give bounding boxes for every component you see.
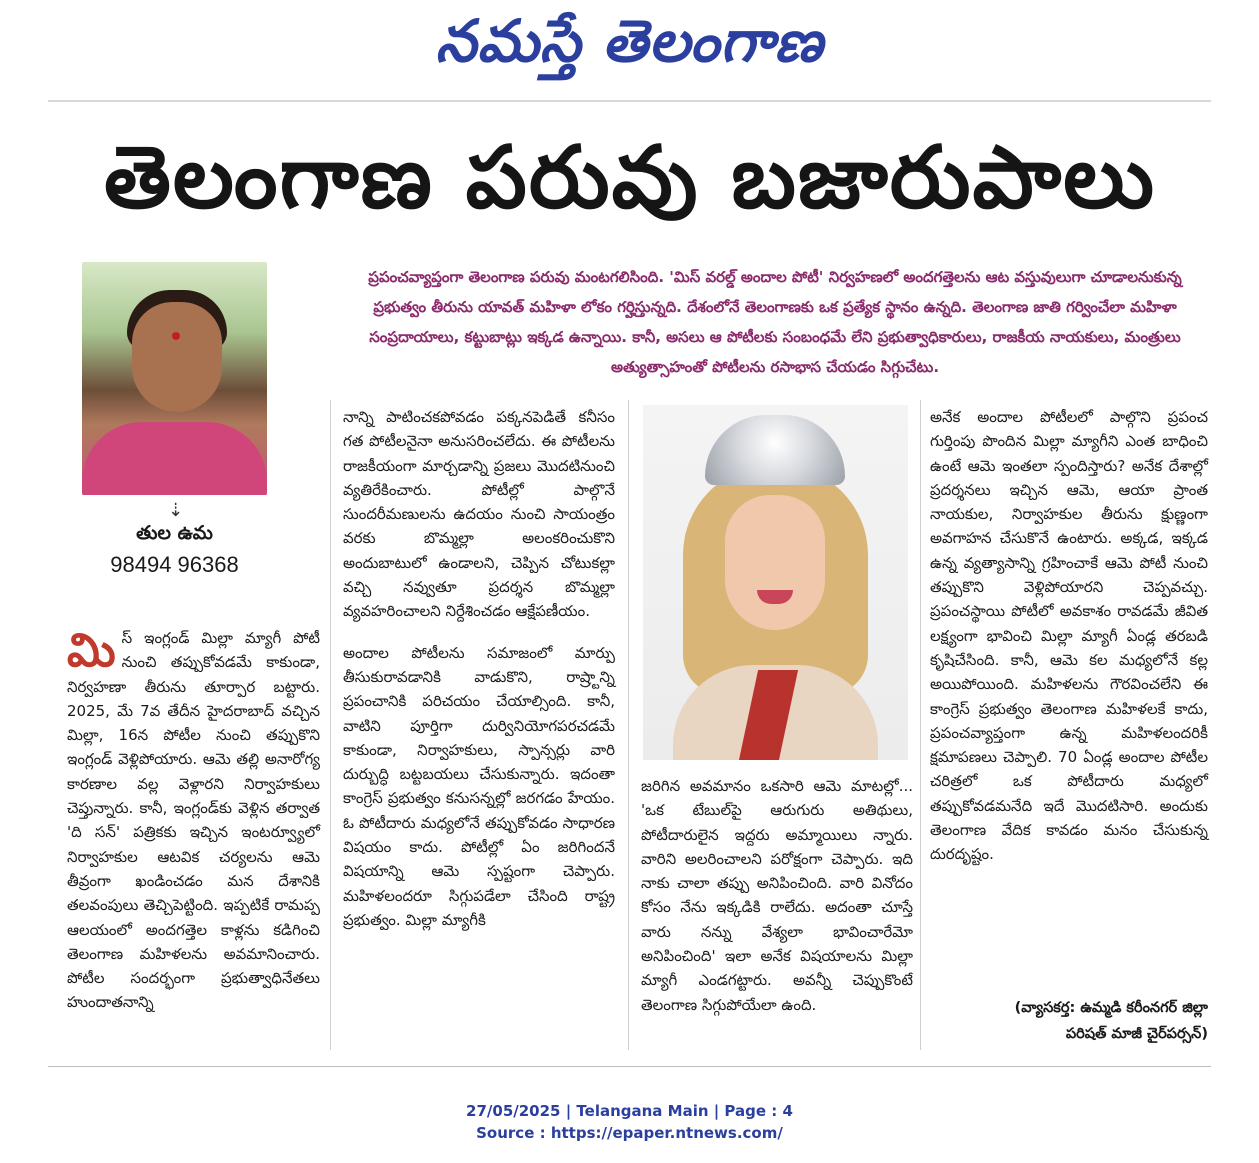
article-column-4 bbox=[930, 405, 1208, 884]
column-divider bbox=[628, 400, 629, 1050]
byline-line-2: పరిషత్ మాజీ చైర్‌పర్సన్) bbox=[1065, 1026, 1208, 1042]
article-column-1 bbox=[67, 623, 320, 1032]
article-column-2 bbox=[343, 405, 615, 949]
author-phone: 98494 96368 bbox=[110, 552, 239, 577]
paragraph: అనేక అందాల పోటీలలో పాల్గొని ప్రపంచ గుర్తింపు పొందిన మిల్లా మ్యాగీని ఎంత బాధించి ఉంటే ఆమె ఇంతలా స్పందిస్తారు? అనేక దేశాల్లో ప్రదర్శనలు ఇచ్చిన ఆమె, ఆయా ప్రాంత నాయకుల, నిర్వాహకుల తీరును క్షుణ్ణంగా అవగాహన చేసుకొనే ఉంటారు. అక్కడ, ఇక్కడ ఉన్న వ్యత్యాసాన్ని గ్రహించాకే ఆమె పోటీ నుంచి తప్పుకొని వెళ్లిపోయారని చెప్పవచ్చు. ప్రపంచస్థాయి పోటీలో అవకాశం రావడమే జీవిత లక్ష్యంగా భావించి మిల్లా మ్యాగీ ఏండ్ల తరబడి కృషిచేసింది. కానీ, ఆమె కల మధ్యలోనే కల్ల అయిపోయింది. మహిళలను గౌరవించలేని ఈ కాంగ్రెస్ ప్రభుత్వం తెలంగాణ మహిళలకే కాదు, ప్రపంచవ్యాప్తంగా ఉన్న మహిళలందరికీ క్షమాపణలు చెప్పాలి. 70 ఏండ్ల అందాల పోటీల చరిత్రలో ఒక పోటీదారు మధ్యలో తప్పుకోవడమనేది ఇదే మొదటిసారి. అందుకు తెలంగాణ వేదిక కావడం మనం చేసుకున్న దురదృష్టం. bbox=[930, 408, 1208, 864]
intro-paragraph: ప్రపంచవ్యాప్తంగా తెలంగాణ పరువు మంటగలిసింది. 'మిస్ వరల్డ్ అందాల పోటీ' నిర్వహణలో అందగత్తెలను ఆట వస్తువులుగా చూడాలనుకున్న ప్రభుత్వం తీరును యావత్ మహిళా లోకం గర్హిస్తున్నది. దేశంలోనే తెలంగాణకు ఒక ప్రత్యేక స్థానం ఉన్నది. తెలంగాణ జాతి గర్వించేలా మహిళా సంప్రదాయాలు, కట్టుబాట్లు ఇక్కడ ఉన్నాయి. కానీ, అసలు ఆ పోటీలకు సంబంధమే లేని ప్రభుత్వాధికారులు, రాజకీయ నాయకులు, మంత్రులు అత్యుత్సాహంతో పోటీలను రసాభాస చేయడం సిగ్గుచేటు. bbox=[368, 268, 1182, 376]
footer-source-link[interactable]: Source : https://epaper.ntnews.com/ bbox=[476, 1124, 783, 1142]
article-column-3 bbox=[641, 774, 913, 1034]
byline-line-1: (వ్యాసకర్త: ఉమ్మడి కరీంనగర్ జిల్లా bbox=[1014, 1000, 1208, 1016]
paragraph: స్ ఇంగ్లండ్ మిల్లా మ్యాగీ పోటీ నుంచి తప్పుకోవడమే కాకుండా, నిర్వహణా తీరును తూర్పార బట్టారు. 2025, మే 7వ తేదీన హైదరాబాద్ వచ్చిన మిల్లా, 16న పోటీల నుంచి తప్పుకొని ఇంగ్లండ్ వెళ్లిపోయారు. ఆమె తల్లి అనారోగ్య కారణాల వల్ల వెళ్లారని నిర్వాహకులు చెప్తున్నారు. కానీ, ఇంగ్లండ్‌కు వెళ్లిన తర్వాత 'ది సన్' పత్రికకు ఇచ్చిన ఇంటర్వ్యూలో నిర్వాహకుల ఆటవిక చర్యలను ఆమె తీవ్రంగా ఖండించడం మన దేశానికి తలవంపులు తెచ్చిపెట్టింది. ఇప్పటికే రామప్ప ఆలయంలో అందగత్తెల కాళ్లను కడిగించి తెలంగాణ మహిళలను అవమానించారు. పోటీల సందర్భంగా ప్రభుత్వాధినేతలు హుందాతనాన్ని bbox=[67, 629, 320, 1012]
headline: తెలంగాణ పరువు బజారుపాలు bbox=[104, 128, 1156, 228]
author-name: తుల ఉమ bbox=[136, 522, 213, 544]
paragraph: నాన్ని పాటించకపోవడం పక్కనపెడితే కనీసం గత పోటీలనైనా అనుసరించలేదు. ఈ పోటీలను రాజకీయంగా మార్చడాన్ని ప్రజలు మొదటినుంచి వ్యతిరేకించారు. పోటీల్లో పాల్గొనే సుందరీమణులను ఉదయం నుంచి సాయంత్రం వరకు బొమ్మల్లా అలంకరించుకొని అందుబాటులో ఉండాలని, చెప్పిన చోటుకల్లా వచ్చి నవ్వుతూ ప్రదర్శన బొమ్మల్లా వ్యవహరించాలని నిర్దేశించడం ఆక్షేపణీయం. bbox=[343, 408, 615, 621]
paragraph: అందాల పోటీలను సమాజంలో మార్పు తీసుకురావడానికి వాడుకొని, రాష్ర్టాన్ని ప్రపంచానికి పరిచయం చేయాల్సింది. కానీ, వాటిని పూర్తిగా దుర్వినియోగపరచడమే కాకుండా, నిర్వాహకులు, స్పాన్సర్లు వారి దుర్బుద్ధి బట్టబయలు చేసుకున్నారు. ఇదంతా కాంగ్రెస్ ప్రభుత్వం కనుసన్నల్లో జరగడం హేయం. ఓ పోటీదారు మధ్యలోనే తప్పుకోవడం సాధారణ విషయం కాదు. పోటీల్లో ఏం జరిగిందనే విషయాన్ని ఆమె స్పష్టంగా చెప్పారు. మహిళలందరూ సిగ్గుపడేలా చేసింది రాష్ట్ర ప్రభుత్వం. మిల్లా మ్యాగీకి bbox=[343, 643, 615, 929]
column-divider bbox=[330, 400, 331, 1050]
bottom-divider bbox=[48, 1066, 1211, 1067]
top-divider bbox=[48, 100, 1211, 102]
masthead-title: నమస్తే తెలంగాణ bbox=[435, 7, 824, 75]
author-ornament-icon: ⇣ bbox=[168, 500, 184, 521]
page-footer bbox=[0, 1100, 1259, 1144]
column-divider bbox=[920, 400, 921, 1050]
crown-icon bbox=[705, 415, 845, 485]
author-byline bbox=[930, 995, 1208, 1047]
drop-cap: మి bbox=[67, 623, 116, 677]
miss-england-photo bbox=[643, 405, 908, 760]
paragraph: జరిగిన అవమానం ఒకసారి ఆమె మాటల్లో... 'ఒక టేబుల్‌పై ఆరుగురు అతిథులు, పోటీదారులైన ఇద్దరు అమ్మాయిలు న్నారు. వారిని అలరించాలని పరోక్షంగా చెప్పారు. ఇది నాకు చాలా తప్పు అనిపించింది. వారి వినోదం కోసం నేను ఇక్కడికి రాలేదు. అదంతా చూస్తే వారు నన్ను వేశ్యలా భావించారేమో అనిపించింది' ఇలా అనేక విషయాలను మిల్లా మ్యాగీ ఎండగట్టారు. అవన్నీ చెప్పుకొంటే తెలంగాణ సిగ్గుపోయేలా ఉంది. bbox=[641, 777, 913, 1014]
author-photo bbox=[82, 262, 267, 495]
footer-date-page: 27/05/2025 | Telangana Main | Page : 4 bbox=[466, 1102, 793, 1120]
